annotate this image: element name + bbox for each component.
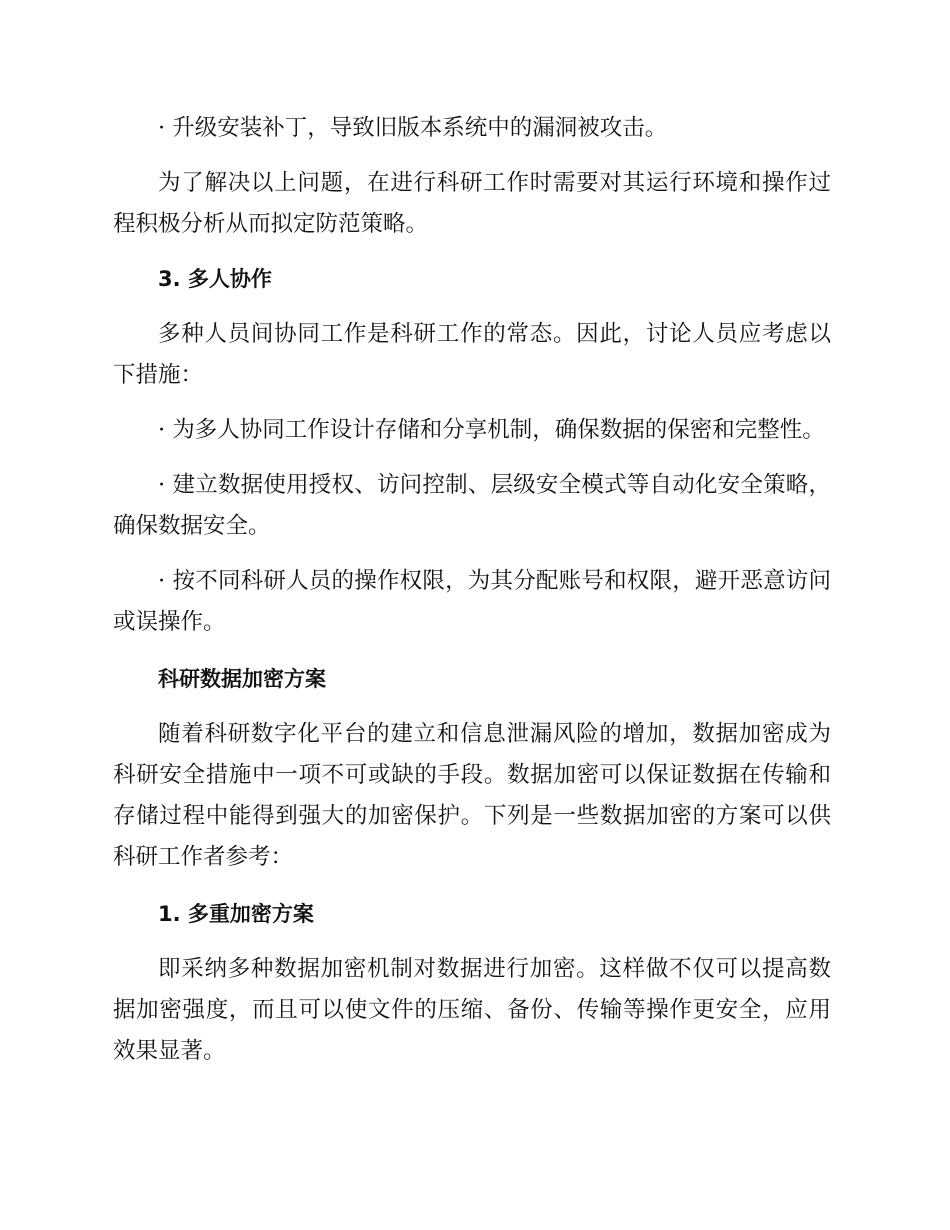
paragraph-encryption-intro: 随着科研数字化平台的建立和信息泄漏风险的增加，数据加密成为科研安全措施中一项不可或缺的手段。数据加密可以保证数据在传输和存储过程中能得到强大的加密保护。下列是一些数据加密的方案可以供科研工作者参考： (113, 721, 831, 870)
bullet-storage-sharing: · 为多人协同工作设计存储和分享机制，确保数据的保密和完整性。 (158, 417, 825, 443)
bullet-permissions: · 按不同科研人员的操作权限，为其分配账号和权限，避开恶意访问或误操作。 (113, 568, 831, 635)
bullet-patch-upgrade: · 升级安装补丁，导致旧版本系统中的漏洞被攻击。 (158, 115, 668, 141)
bullet-access-control: · 建立数据使用授权、访问控制、层级安全模式等自动化安全策略，确保数据安全。 (113, 472, 831, 539)
paragraph-multiple-encryption: 即采纳多种数据加密机制对数据进行加密。这样做不仅可以提高数据加密强度，而且可以使文件的压缩、备份、传输等操作更安全，应用效果显著。 (113, 956, 831, 1064)
paragraph-solution: 为了解决以上问题，在进行科研工作时需要对其运行环境和操作过程积极分析从而拟定防范策略。 (113, 170, 831, 237)
heading-encryption-scheme: 科研数据加密方案 (158, 667, 326, 691)
heading-multi-person-collaboration: 3. 多人协作 (158, 267, 272, 291)
paragraph-collaboration-measures: 多种人员间协同工作是科研工作的常态。因此，讨论人员应考虑以下措施： (113, 321, 831, 388)
heading-multiple-encryption: 1. 多重加密方案 (158, 902, 314, 926)
